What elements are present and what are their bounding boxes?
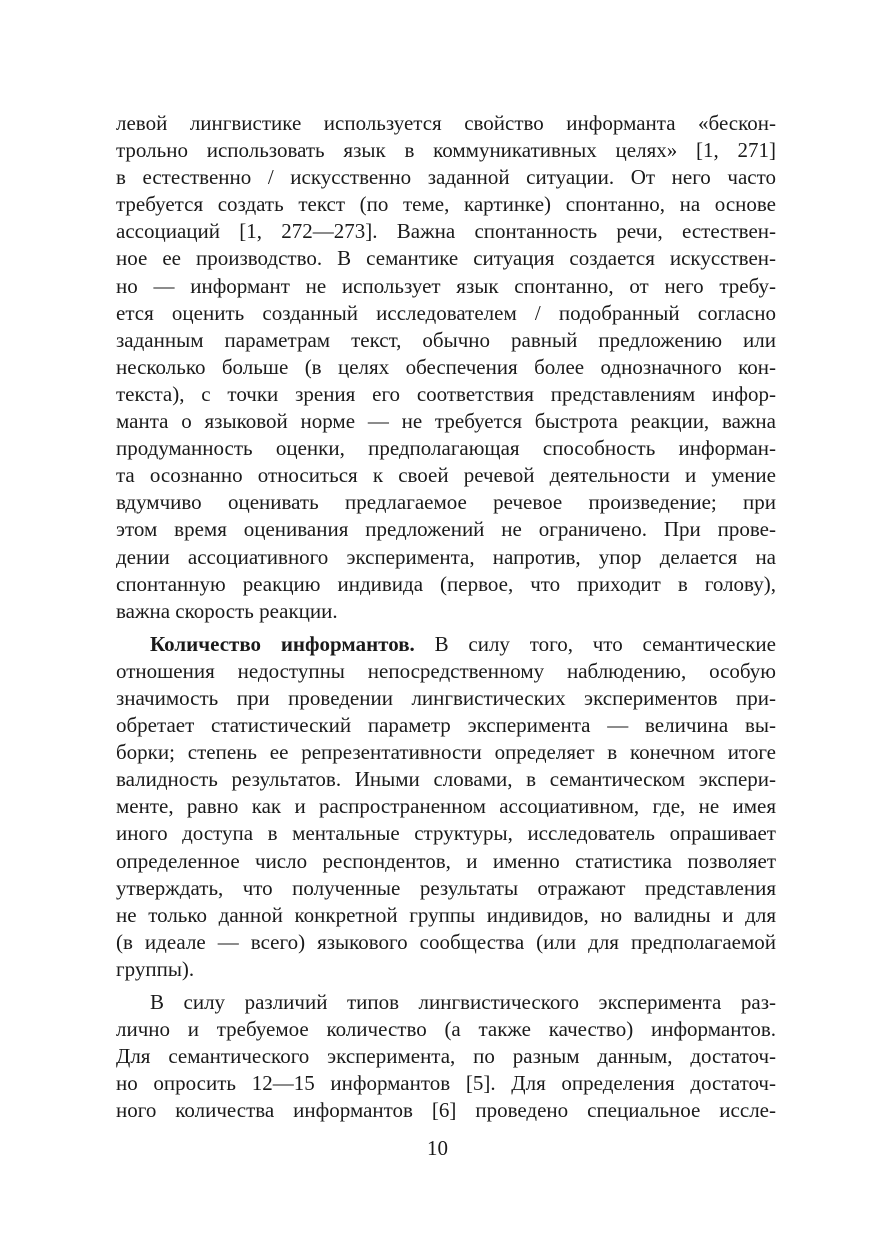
text-line: спонтанную реакцию индивида (первое, что приходит в голову), (116, 571, 776, 596)
text-line: ется оценить созданный исследователем / подобранный согласно (116, 300, 776, 325)
text-line: в естественно / искусственно заданной ситуации. От него часто (116, 165, 776, 190)
text-line: борки; степень ее репрезентативности определяет в конечном итоге (116, 740, 776, 765)
text-line: не только данной конкретной группы индивидов, но валидны и для (116, 902, 776, 927)
text-line: заданным параметрам текст, обычно равный предложению или (116, 327, 776, 352)
text-line: В силу различий типов лингвистического эксперимента раз- (150, 990, 776, 1014)
text-line: ассоциаций [1, 272—273]. Важна спонтанность речи, естествен- (116, 219, 776, 244)
text-line: манта о языковой норме — не требуется быстрота реакции, важна (116, 409, 776, 434)
section-heading: Количество информантов. (150, 631, 415, 656)
text-line: утверждать, что полученные результаты отражают представления (116, 875, 776, 900)
paragraph-1 (116, 110, 776, 625)
text-line: дении ассоциативного эксперимента, напротив, упор делается на (116, 544, 776, 569)
text-line: та осознанно относиться к своей речевой деятельности и умение (116, 463, 776, 488)
text-line: но опросить 12—15 информантов [5]. Для определения достаточ- (116, 1071, 776, 1096)
text-line: валидность результатов. Иными словами, в семантическом экспери- (116, 767, 776, 792)
text-line: но — информант не использует язык спонтанно, от него требу- (116, 273, 776, 298)
text-line: левой лингвистике используется свойство информанта «бескон- (116, 111, 776, 135)
text-line: отношения недоступны непосредственному наблюдению, особую (116, 658, 776, 683)
text-line: трольно использовать язык в коммуникативных целях» [1, 271] (116, 138, 776, 163)
text-line: ного количества информантов [6] проведено специальное иссле- (116, 1098, 776, 1123)
text-line: требуется создать текст (по теме, картинке) спонтанно, на основе (116, 192, 776, 217)
text-line: обретает статистический параметр эксперимента — величина вы- (116, 713, 776, 738)
text-line: значимость при проведении лингвистических экспериментов при- (116, 685, 776, 710)
paragraph-3 (116, 989, 776, 1124)
text-line: вдумчиво оценивать предлагаемое речевое произведение; при (116, 490, 776, 515)
text-line: несколько больше (в целях обеспечения более однозначного кон- (116, 354, 776, 379)
text-line: важна скорость реакции. (116, 598, 338, 623)
text-line: Для семантического эксперимента, по разным данным, достаточ- (116, 1044, 776, 1069)
heading-continuation: В силу того, что семантические (414, 631, 776, 656)
text-line: иного доступа в ментальные структуры, исследователь опрашивает (116, 821, 776, 846)
text-line: продуманность оценки, предполагающая способность информан- (116, 436, 776, 461)
paragraph-2 (116, 631, 776, 983)
text-line: лично и требуемое количество (а также качество) информантов. (116, 1017, 776, 1042)
page-body (116, 110, 776, 1124)
text-line: (в идеале — всего) языкового сообщества (или для предполагаемой (116, 929, 776, 954)
page-number: 10 (427, 1136, 448, 1160)
text-line: ное ее производство. В семантике ситуация создается искусствен- (116, 246, 776, 271)
text-line: группы). (116, 956, 195, 981)
text-line: определенное число респондентов, и именно статистика позволяет (116, 848, 776, 873)
text-line: этом время оценивания предложений не ограничено. При прове- (116, 517, 776, 542)
text-line: текста), с точки зрения его соответствия представлениям инфор- (116, 381, 776, 406)
text-line (116, 631, 776, 658)
text-line: менте, равно как и распространенном ассоциативном, где, не имея (116, 794, 776, 819)
